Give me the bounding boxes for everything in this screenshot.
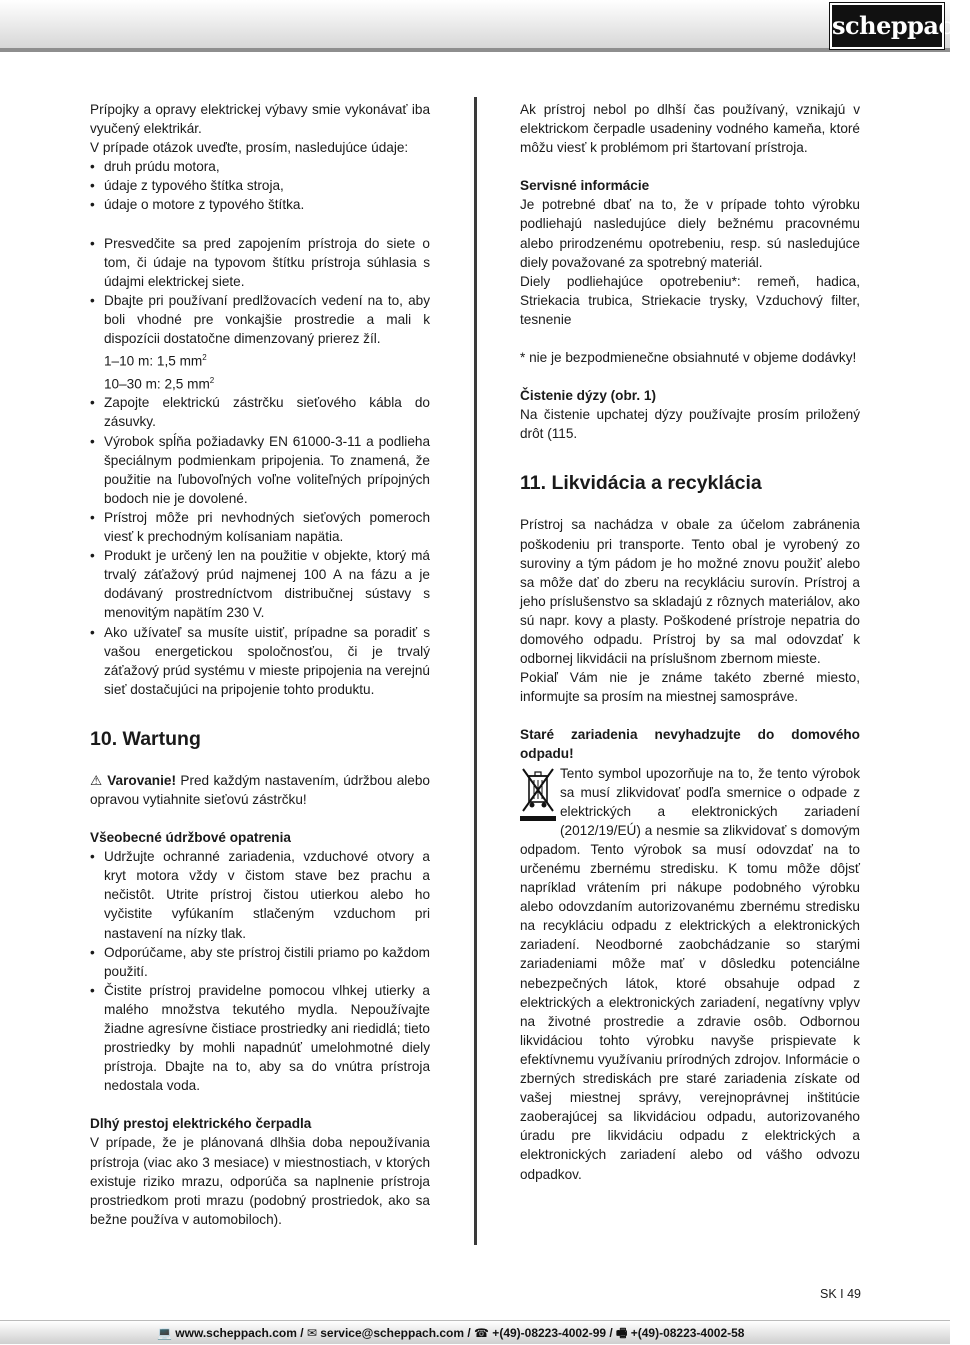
scheppach-logo: scheppach [830, 3, 944, 49]
section-heading-disposal: 11. Likvidácia a recyklácia [520, 472, 762, 495]
intro-bullet-list [90, 157, 430, 214]
pump-text: V prípade, že je plánovaná dlhšia doba nepoužívania prístroja (viac ako 3 mesiace) v miestnostiach, v ktorých existuje riziko mrazu, odporúča sa naplnenie prístroja prostriedkom proti mrazu (podobný prostriedok, ako sa bežne používa v automobiloch). [90, 1135, 430, 1227]
pump-title: Dlhý prestoj elektrického čerpadla [90, 1116, 312, 1132]
connection-bullet-list [90, 393, 430, 699]
list-item: • Udržujte ochranné zariadenia, vzduchové otvory a kryt motora vždy v čistom stave bez prachu a nečistôt. Utrite prístroj čistou utierkou alebo ho vyčistite vyfúkaním stlačeným vzduchom pri nastavení na nízky tlak. [90, 847, 430, 942]
maintenance-title: Všeobecné údržbové opatrenia [90, 830, 291, 846]
nozzle-text: Na čistenie upchatej dýzy používajte prosím priložený drôt (115. [520, 407, 860, 442]
warning-paragraph: ⚠ Varovanie! Pred každým nastavením, údržbou alebo opravou vytiahnite sieťovú zástrčku! [90, 772, 430, 807]
right-column [520, 100, 860, 1184]
list-item: • Ako užívateľ sa musíte uistiť, prípadne sa poradiť s vašou energetickou spoločnosťou, či je trvalý záťažový prúd systému v mieste pripojenia na verejnú sieť dostačujúci na pripojenie tohto produktu. [90, 623, 430, 699]
warning-icon: ⚠ [90, 772, 108, 788]
page-number: SK I 49 [820, 1287, 861, 1301]
footnote: * nie je bezpodmienečne obsiahnuté v objeme dodávky! [520, 350, 857, 366]
wear-parts-text: Diely podliehajúce opotrebeniu*: remeň, hadica, Striekacia trubica, Striekacie trysky, Vzduchový filter, tesnenie [520, 273, 860, 327]
list-item: • Produkt je určený len na použitie v objekte, ktorý má trvalý záťažový prúd najmenej 100 A na fázu a je dodávaný prostredníctvom distribučnej sústavy s menovitým napätím 230 V. [90, 546, 430, 622]
disposal-text-1: Prístroj sa nachádza v obale za účelom zabránenia poškodeniu pri transporte. Tento obal je vyrobený zo suroviny a tým pádom je ho možné znovu použiť alebo sa môže dať do zberu na recykláciu surovín. Prístroj a jeho príslušenstvo sa skladajú z rôznych materiálov, ako sú napr. kovy a plasty. Poškodené prístroje nepatria do domového odpadu. Prístroj by sa mal odovzdať k odbornej likvidácii na príslušnom zbernom mieste. [520, 517, 860, 667]
list-item: • Dbajte pri používaní predlžovacích vedení na to, aby boli vhodné pre vonkajšie prostredie a mali k dispozícii dostatočne dimenzovaný prierez žíl. [90, 291, 430, 348]
list-item: • Čistite prístroj pravidelne pomocou vlhkej utierky a malého množstva tekutého mydla. Nepoužívajte žiadne agresívne čistiace prostriedky ani riedidlá; tieto prostriedky by mohli napadnúť umelohmotné diely prístroja. Dbajte na to, aby sa do vnútra prístroja nedostala voda. [90, 981, 430, 1096]
maintenance-bullet-list [90, 847, 430, 1095]
list-item: • Prístroj môže pri nevhodných sieťových pomeroch viesť k prechodným kolísaniam napätia. [90, 508, 430, 546]
intro-text-1: Prípojky a opravy elektrickej výbavy smie vykonávať iba vyučený elektrikár. [90, 102, 430, 137]
weee-text: Tento symbol upozorňuje na to, že tento výrobok sa musí zlikvidovať podľa smernice o odpade z elektrických a elektronických zariadení (2012/19/EÚ) a nesmie sa zlikvidovať s domovým odpadom. Tento výrobok sa musí odovzdať na to určenému zbernému stredisku. K tomu môže dôjsť napríklad vrátením pri nákupe podobného výrobku alebo odovzdaním autorizovanému zbernému stredisku na recykláciu odpadu z elektrických a elektronických zariadení. Neodborné zaobchádzanie so starými zariadeniami môže mať v dôsledku potenciálne nebezpečných látok, ktoré obsahuje odpad z elektrických a elektronických zariadení, negatívny vplyv na životné prostredie a zdravie osôb. Odbornou likvidáciou tohto výrobku navyše prispievate k efektívnemu využívaniu prírodných zdrojov. Informácie o zberných strediskách pre staré zariadenia získate od vašej miestnej správy, verejnoprávnej inštitúcie zaoberajúcej sa likvidáciou odpadu, autorizovaného úradu pre likvidáciu odpadu z elektrických a elektronických zariadení alebo od vášho odvozu odpadkov. [520, 765, 860, 1182]
service-title: Servisné informácie [520, 178, 650, 194]
cable-spec-2: 10–30 m: 2,5 $mm^2$ [104, 375, 215, 392]
footer-bar [0, 1320, 950, 1344]
list-item: • druh prúdu motora, [90, 157, 430, 176]
section-heading-wartung: 10. Wartung [90, 727, 201, 750]
list-item: • Zapojte elektrickú zástrčku sieťového kábla do zásuvky. [90, 393, 430, 431]
nozzle-title: Čistenie dýzy (obr. 1) [520, 388, 656, 404]
column-divider [474, 97, 477, 1245]
weee-title: Staré zariadenia nevyhadzujte do domového odpadu! [520, 727, 860, 762]
intro-text-2: V prípade otázok uveďte, prosím, nasledujúce údaje: [90, 140, 409, 156]
safety-bullet-list [90, 234, 430, 349]
left-column [90, 100, 430, 1229]
header-bar [0, 0, 970, 52]
disposal-text-2: Pokiaľ Vám nie je známe takéto zberné miesto, informujte sa prosím na miestnej samospráve. [520, 670, 860, 705]
list-item: • údaje z typového štítka stroja, [90, 176, 430, 195]
list-item: • údaje o motore z typového štítka. [90, 195, 430, 214]
weee-block [520, 764, 860, 1184]
list-item: • Výrobok spĺňa požiadavky EN 61000-3-11 a podlieha špeciálnym podmienkam pripojenia. To znamená, že použitie na ľubovoľných voľne voliteľných prípojných bodoch nie je dovolené. [90, 432, 430, 508]
crossed-bin-icon [520, 766, 556, 826]
list-item: • Odporúčame, aby ste prístroj čistili priamo po každom použití. [90, 943, 430, 981]
service-text: Je potrebné dbať na to, že v prípade tohto výrobku podliehajú nasledujúce diely bežnému pracovnému alebo prirodzenému opotrebeniu, resp. sú nasledujúce diely považované za spotrebný materiál. [520, 197, 860, 270]
limescale-text: Ak prístroj nebol po dlhší čas používaný, vznikajú v elektrickom čerpadle usadeniny vodného kameňa, ktoré môžu viesť k problémom pri štartovaní prístroja. [520, 102, 860, 156]
footer-contact: 💻 www.scheppach.com / ✉ service@scheppach.com / ☎ +(49)-08223-4002-99 / 🖷 +(49)-08223-4002-58 [157, 1326, 745, 1340]
list-item: • Presvedčite sa pred zapojením prístroja do siete o tom, či údaje na typovom štítku prístroja súhlasia s údajmi elektrickej siete. [90, 234, 430, 291]
cable-spec-1: 1–10 m: 1,5 $mm^2$ [104, 353, 207, 369]
